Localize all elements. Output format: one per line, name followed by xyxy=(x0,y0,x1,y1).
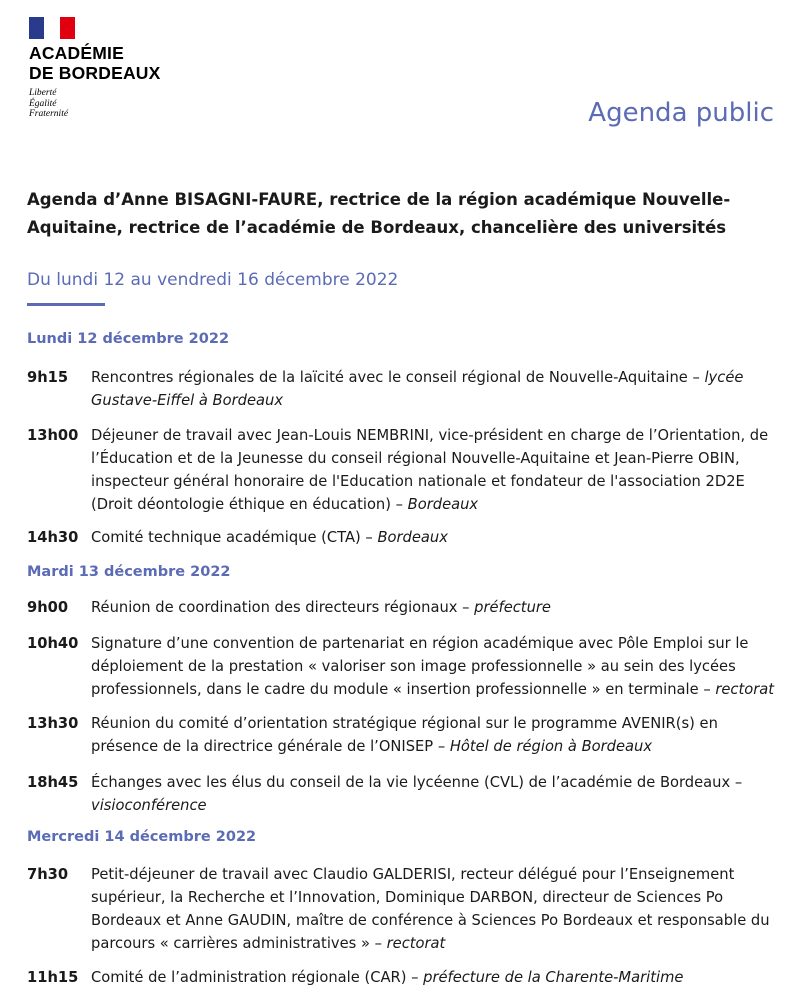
entry-place: Hôtel de région à Bordeaux xyxy=(449,738,653,755)
entry-description xyxy=(91,863,787,955)
agenda-entry xyxy=(27,712,787,758)
entry-description xyxy=(91,632,787,701)
motto-liberte: Liberté xyxy=(29,88,57,98)
entry-text: Petit-déjeuner de travail avec Claudio GALDERISI, recteur délégué pour l’Enseignement supérieur, la Recherche et l’Innovation, Dominique DARBON, directeur de Sciences Po Bordeaux et Anne GAUDIN, maître de conférence à Sciences Po Bordeaux et responsable du parcours « carrières administratives » – xyxy=(91,866,770,952)
entry-description xyxy=(91,966,787,989)
entry-description xyxy=(91,596,787,619)
entry-time: 14h30 xyxy=(27,529,79,546)
logo-name xyxy=(29,43,161,83)
entry-text: Comité technique académique (CTA) – xyxy=(91,529,378,546)
entry-description xyxy=(91,424,787,516)
agenda-entry xyxy=(27,526,787,549)
day-heading-tuesday: Mardi 13 décembre 2022 xyxy=(27,564,231,580)
entry-description xyxy=(91,366,787,412)
entry-text: Rencontres régionales de la laïcité avec le conseil régional de Nouvelle-Aquitaine – xyxy=(91,369,705,386)
motto-egalite: Égalité xyxy=(29,98,57,109)
logo-motto xyxy=(29,88,68,120)
agenda-entry xyxy=(27,863,787,955)
week-range: Du lundi 12 au vendredi 16 décembre 2022 xyxy=(27,270,399,290)
day-heading-monday: Lundi 12 décembre 2022 xyxy=(27,331,230,347)
day-heading-wednesday: Mercredi 14 décembre 2022 xyxy=(27,829,257,845)
logo-line2: DE BORDEAUX xyxy=(29,63,161,83)
document-title: Agenda public xyxy=(588,98,774,128)
entry-place: lycée Gustave-Eiffel à Bordeaux xyxy=(91,369,744,409)
entry-time: 9h15 xyxy=(27,369,69,386)
entry-place: rectorat xyxy=(715,681,775,698)
agenda-entry xyxy=(27,632,787,701)
week-underline xyxy=(27,303,105,306)
entry-text: Signature d’une convention de partenariat en région académique avec Pôle Emploi sur le déploiement de la prestation « valoriser son image professionnelle » au sein des lycées professionnels, dans le cadre du module « insertion professionnelle » en terminale – xyxy=(91,635,749,698)
entry-description xyxy=(91,771,787,817)
agenda-heading xyxy=(27,186,747,242)
entry-place: visioconférence xyxy=(91,797,207,814)
heading-line-2: Aquitaine, rectrice de l’académie de Bordeaux, chancelière des universités xyxy=(27,218,727,237)
entry-place: Bordeaux xyxy=(407,496,479,513)
entry-place: Bordeaux xyxy=(377,529,448,546)
entry-description xyxy=(91,526,787,549)
entry-place: rectorat xyxy=(386,935,446,952)
academie-logo xyxy=(12,10,182,136)
logo-line1: ACADÉMIE xyxy=(29,43,124,63)
entry-text: Déjeuner de travail avec Jean-Louis NEMBRINI, vice-président en charge de l’Orientation, de l’Éducation et de la Jeunesse du conseil régional Nouvelle-Aquitaine et Jean-Pierre OBIN, inspecteur général honoraire de l'Education nationale et fondateur de l'association 2D2E (Droit déontologie éthique en éducation) – xyxy=(91,427,769,513)
entry-time: 9h00 xyxy=(27,599,69,616)
entry-text: Réunion du comité d’orientation stratégique régional sur le programme AVENIR(s) en présence de la directrice générale de l’ONISEP – xyxy=(91,715,718,755)
agenda-entry xyxy=(27,596,787,619)
agenda-entry xyxy=(27,366,787,412)
entry-time: 13h30 xyxy=(27,715,79,732)
agenda-entry xyxy=(27,424,787,516)
motto-fraternite: Fraternité xyxy=(29,109,69,119)
entry-time: 7h30 xyxy=(27,866,69,883)
french-flag-icon xyxy=(29,17,75,39)
entry-text: Échanges avec les élus du conseil de la vie lycéenne (CVL) de l’académie de Bordeaux – xyxy=(91,774,743,791)
entry-time: 13h00 xyxy=(27,427,79,444)
entry-time: 11h15 xyxy=(27,969,79,986)
entry-place: préfecture de la Charente-Maritime xyxy=(423,969,684,986)
heading-line-1: Agenda d’Anne BISAGNI-FAURE, rectrice de la région académique Nouvelle- xyxy=(27,190,731,209)
entry-time: 10h40 xyxy=(27,635,79,652)
entry-time: 18h45 xyxy=(27,774,79,791)
entry-place: préfecture xyxy=(474,599,551,616)
agenda-entry xyxy=(27,966,787,989)
entry-text: Comité de l’administration régionale (CAR) – xyxy=(91,969,424,986)
entry-description xyxy=(91,712,787,758)
entry-text: Réunion de coordination des directeurs régionaux – xyxy=(91,599,475,616)
agenda-entry xyxy=(27,771,787,817)
